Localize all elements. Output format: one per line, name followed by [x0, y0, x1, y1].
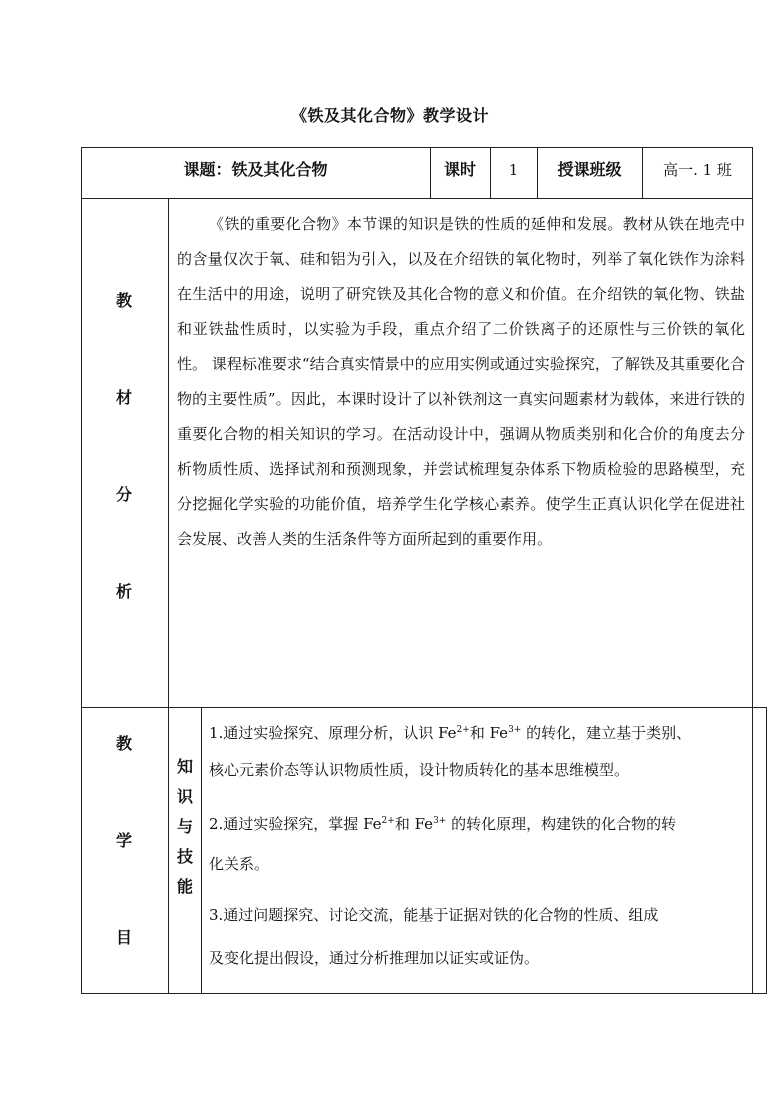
section-label-char: 析 — [115, 582, 132, 601]
goal-1-text: 1.通过实验探究、原理分析，认识 Fe — [209, 724, 457, 742]
table-rule — [168, 198, 169, 994]
goal-2-text: 的转化原理，构建铁的化合物的转 — [446, 815, 677, 833]
goal-2-text: 和 Fe — [394, 815, 434, 833]
section-label-char: 教 — [115, 734, 132, 753]
goal-1 — [209, 715, 769, 751]
section-label-char: 学 — [115, 831, 132, 850]
goal-1-line2: 核心元素价态等认识物质性质，设计物质转化的基本思维模型。 — [209, 761, 630, 779]
section-label-char: 目 — [115, 928, 132, 947]
section-label-char: 材 — [115, 388, 132, 407]
table-rule — [81, 993, 767, 994]
goal-1-text: 的转化，建立基于类别、 — [521, 724, 692, 742]
section-label-char: 分 — [115, 485, 132, 504]
goal-2-line2: 化关系。 — [209, 855, 270, 873]
section-label-char: 教 — [115, 291, 132, 310]
sub-label-char: 技 — [176, 847, 193, 866]
sub-label-char: 与 — [176, 817, 193, 836]
class-value: 高一. 1 班 — [663, 161, 732, 179]
table-rule — [81, 707, 767, 708]
topic-cell: 课题：铁及其化合物 — [183, 160, 328, 179]
document-title: 《铁及其化合物》教学设计 — [290, 106, 489, 125]
sub-label-char: 能 — [176, 877, 193, 896]
class-label: 授课班级 — [557, 160, 622, 179]
class-hours-label: 课时 — [443, 160, 476, 179]
material-analysis-text: 《铁的重要化合物》本节课的知识是铁的性质的延伸和发展。教材从铁在地壳中的含量仅次于氧、硅和铝为引入，以及在介绍铁的氧化物时，列举了氧化铁作为涂料在生活中的用途，说明了研究铁及其化合物的意义和价值。在介绍铁的氧化物、铁盐和亚铁盐性质时，以实验为手段，重点介绍了二价铁离子的还原性与三价铁的氧化性。 课程标准要求“结合真实情景中的应用实例或通过实验探究，了解铁及其重要化合物的主要性质”。因此，本课时设计了以补铁剂这一真实问题素材为载体，来进行铁的重要化合物的相关知识的学习。在活动设计中，强调从物质类别和化合价的角度去分析物质性质、选择试剂和预测现象，并尝试梳理复杂体系下物质检验的思路模型，充分挖掘化学实验的功能价值，培养学生化学核心素养。使学生正真认识化学在促进社会发展、改善人类的生活条件等方面所起到的重要作用。 — [177, 215, 745, 548]
goal-2-text: 2.通过实验探究，掌握 Fe — [209, 815, 382, 833]
sub-label-char: 识 — [176, 787, 193, 806]
ion-charge: 3+ — [508, 725, 522, 735]
goal-1-text: 和 Fe — [469, 724, 509, 742]
class-hours-value: 1 — [508, 161, 519, 179]
table-rule — [201, 707, 202, 994]
sub-label-char: 知 — [176, 757, 193, 776]
goal-3-line2: 及变化提出假设，通过分析推理加以证实或证伪。 — [209, 949, 540, 967]
goal-3-line1: 3.通过问题探究、讨论交流，能基于证据对铁的化合物的性质、组成 — [209, 906, 659, 924]
ion-charge: 2+ — [456, 725, 470, 735]
ion-charge: 3+ — [433, 816, 447, 826]
goal-2 — [209, 806, 769, 842]
table-rule — [81, 198, 753, 199]
ion-charge: 2+ — [381, 816, 395, 826]
